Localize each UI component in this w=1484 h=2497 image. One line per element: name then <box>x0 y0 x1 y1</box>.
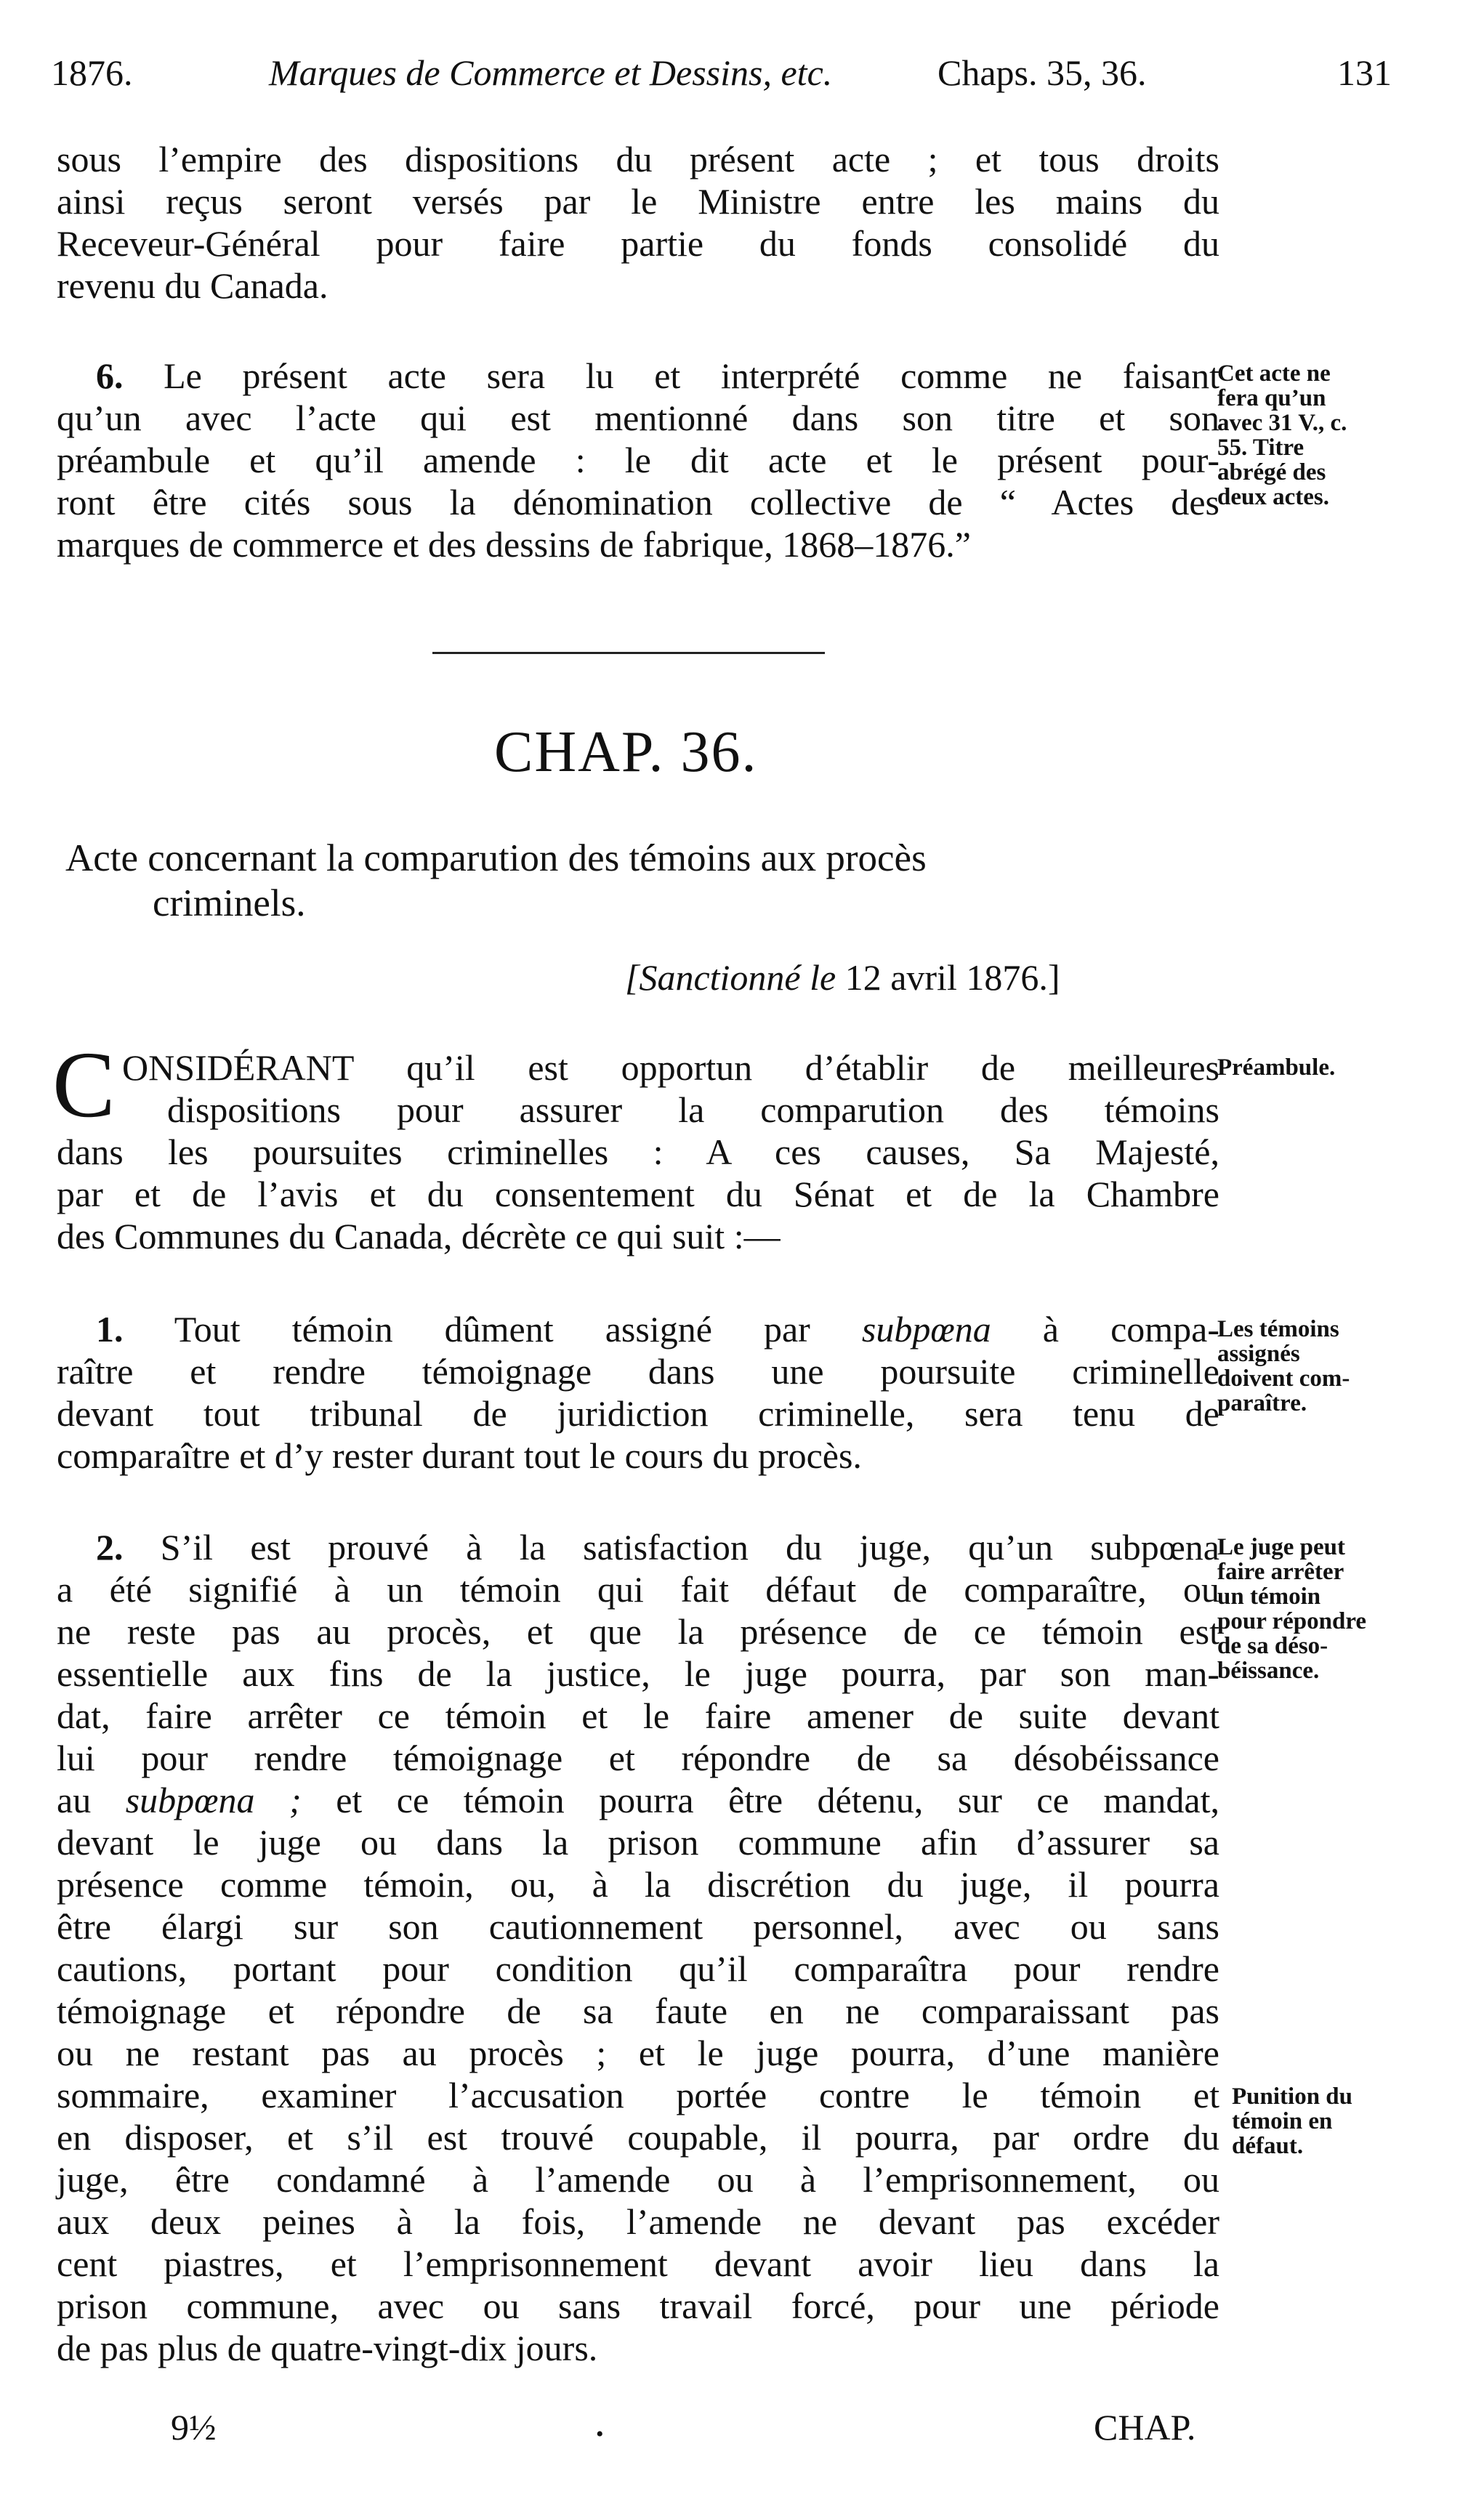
section-6-number: 6. <box>96 355 124 396</box>
margin-note-line: de sa déso- <box>1217 1633 1328 1659</box>
margin-note-line: 55. Titre <box>1217 435 1304 461</box>
section-2-line: de pas plus de quatre-vingt-dix jours. <box>57 2328 598 2368</box>
sanction-date-text: 12 avril 1876.] <box>844 957 1060 998</box>
section-6-line: marques de commerce et des dessins de fabrique, 1868–1876.” <box>57 524 971 565</box>
margin-note-line: avec 31 V., c. <box>1217 410 1347 436</box>
section-1-text: Tout témoin dûment assigné par subpœna à compa- <box>174 1309 1219 1350</box>
margin-note-punishment <box>1232 2084 1484 2158</box>
intro-line: ainsi reçus seront versés par le Ministre entre les mains du <box>57 181 1219 222</box>
section-1-number: 1. <box>96 1309 124 1350</box>
margin-note-line: défaut. <box>1232 2133 1304 2159</box>
margin-note-line: Les témoins <box>1217 1316 1339 1342</box>
section-1-line <box>96 1308 1219 1350</box>
sanction-prefix: [Sanctionné le <box>625 957 845 998</box>
intro-line: revenu du Canada. <box>57 265 328 306</box>
drop-cap: C <box>52 1033 116 1137</box>
section-1-line: devant tout tribunal de juridiction criminelle, sera tenu de <box>57 1393 1219 1434</box>
section-2-line: être élargi sur son cautionnement personnel, avec ou sans <box>57 1906 1219 1947</box>
section-2-line: ou ne restant pas au procès ; et le juge pourra, d’une manière <box>57 2033 1219 2073</box>
intro-line: sous l’empire des dispositions du présent acte ; et tous droits <box>57 139 1219 179</box>
section-divider <box>432 652 825 654</box>
act-title-line: Acte concernant la comparution des témoins aux procès <box>65 837 927 879</box>
margin-note-line: assignés <box>1217 1341 1300 1367</box>
section-6-line <box>96 355 1219 397</box>
preamble-line: par et de l’avis et du consentement du Sénat et de la Chambre <box>57 1174 1219 1214</box>
margin-note-line: Cet acte ne <box>1217 360 1331 387</box>
section-2-line: aux deux peines à la fois, l’amende ne devant pas excéder <box>57 2201 1219 2242</box>
act-title-line: criminels. <box>153 882 306 924</box>
margin-note-line: doivent com- <box>1217 1366 1350 1392</box>
section-2-line: dat, faire arrêter ce témoin et le faire amener de suite devant <box>57 1695 1219 1736</box>
section-2-line: témoignage et répondre de sa faute en ne comparaissant pas <box>57 1990 1219 2031</box>
section-2-line: au subpœna ; et ce témoin pourra être détenu, sur ce mandat, <box>57 1780 1219 1820</box>
section-2-line: présence comme témoin, ou, à la discrétion du juge, il pourra <box>57 1864 1219 1905</box>
chapter-title: CHAP. 36. <box>494 720 758 784</box>
section-2-line: cent piastres, et l’emprisonnement devant avoir lieu dans la <box>57 2243 1219 2284</box>
header-chapters: Chaps. 35, 36. <box>937 52 1147 93</box>
header-year: 1876. <box>51 52 133 93</box>
margin-note-line: Le juge peut <box>1217 1534 1345 1560</box>
preamble-line: ONSIDÉRANT qu’il est opportun d’établir de meilleures <box>122 1047 1219 1088</box>
margin-note-line: abrégé des <box>1217 459 1326 485</box>
section-2-line: lui pour rendre témoignage et répondre de sa désobéissance <box>57 1738 1219 1778</box>
margin-note-line: béissance. <box>1217 1658 1320 1684</box>
footer-bullet: • <box>596 2422 604 2446</box>
section-2-line: en disposer, et s’il est trouvé coupable, il pourra, par ordre du <box>57 2117 1219 2158</box>
section-2-line: sommaire, examiner l’accusation portée contre le témoin et <box>57 2075 1219 2115</box>
page-number: 131 <box>1337 52 1392 93</box>
margin-note-line: témoin en <box>1232 2108 1333 2134</box>
section-2-line: devant le juge ou dans la prison commune afin d’assurer sa <box>57 1822 1219 1863</box>
section-6-line: préambule et qu’il amende : le dit acte et le présent pour- <box>57 440 1219 480</box>
section-2-line: juge, être condamné à l’amende ou à l’emprisonnement, ou <box>57 2159 1219 2200</box>
section-2-line: cautions, portant pour condition qu’il comparaîtra pour rendre <box>57 1948 1219 1989</box>
section-2-line: essentielle aux fins de la justice, le juge pourra, par son man- <box>57 1653 1219 1694</box>
margin-note-line: Punition du <box>1232 2083 1352 2110</box>
preamble-line: dans les poursuites criminelles : A ces causes, Sa Majesté, <box>57 1131 1219 1172</box>
margin-note-line: un témoin <box>1217 1584 1321 1610</box>
section-6-line: ront être cités sous la dénomination collective de “ Actes des <box>57 482 1219 523</box>
margin-note-line: paraître. <box>1217 1390 1307 1416</box>
margin-note-line: faire arrêter <box>1217 1559 1344 1585</box>
section-2-text: S’il est prouvé à la satisfaction du juge, qu’un subpœna <box>160 1527 1220 1568</box>
intro-line: Receveur-Général pour faire partie du fonds consolidé du <box>57 223 1219 264</box>
section-2-number: 2. <box>96 1527 124 1568</box>
signature-mark: 9½ <box>171 2407 217 2448</box>
margin-note-line: Préambule. <box>1217 1054 1336 1081</box>
margin-note-line: deux actes. <box>1217 484 1329 510</box>
sanction-date <box>625 956 1060 999</box>
margin-note-section-1 <box>1217 1317 1475 1416</box>
header-title: Marques de Commerce et Dessins, etc. <box>269 52 833 93</box>
margin-note-line: fera qu’un <box>1217 385 1326 411</box>
preamble-line: des Communes du Canada, décrète ce qui suit :— <box>57 1216 781 1256</box>
margin-note-preamble <box>1217 1055 1475 1080</box>
margin-note-section-6 <box>1217 361 1475 509</box>
section-1-line: comparaître et d’y rester durant tout le cours du procès. <box>57 1435 862 1476</box>
margin-note-section-2 <box>1217 1535 1475 1683</box>
section-2-line: ne reste pas au procès, et que la présence de ce témoin est <box>57 1611 1219 1652</box>
preamble-line: dispositions pour assurer la comparution des témoins <box>167 1089 1219 1130</box>
section-6-text: Le présent acte sera lu et interprété comme ne faisant <box>164 355 1219 396</box>
section-2-line: prison commune, avec ou sans travail forcé, pour une période <box>57 2286 1219 2326</box>
margin-note-line: pour répondre <box>1217 1608 1367 1634</box>
catchword: CHAP. <box>1094 2407 1196 2448</box>
section-1-line: raître et rendre témoignage dans une poursuite criminelle <box>57 1351 1219 1392</box>
section-2-line: a été signifié à un témoin qui fait défaut de comparaître, ou <box>57 1569 1219 1610</box>
section-6-line: qu’un avec l’acte qui est mentionné dans son titre et son <box>57 398 1219 438</box>
section-2-line <box>96 1526 1219 1568</box>
